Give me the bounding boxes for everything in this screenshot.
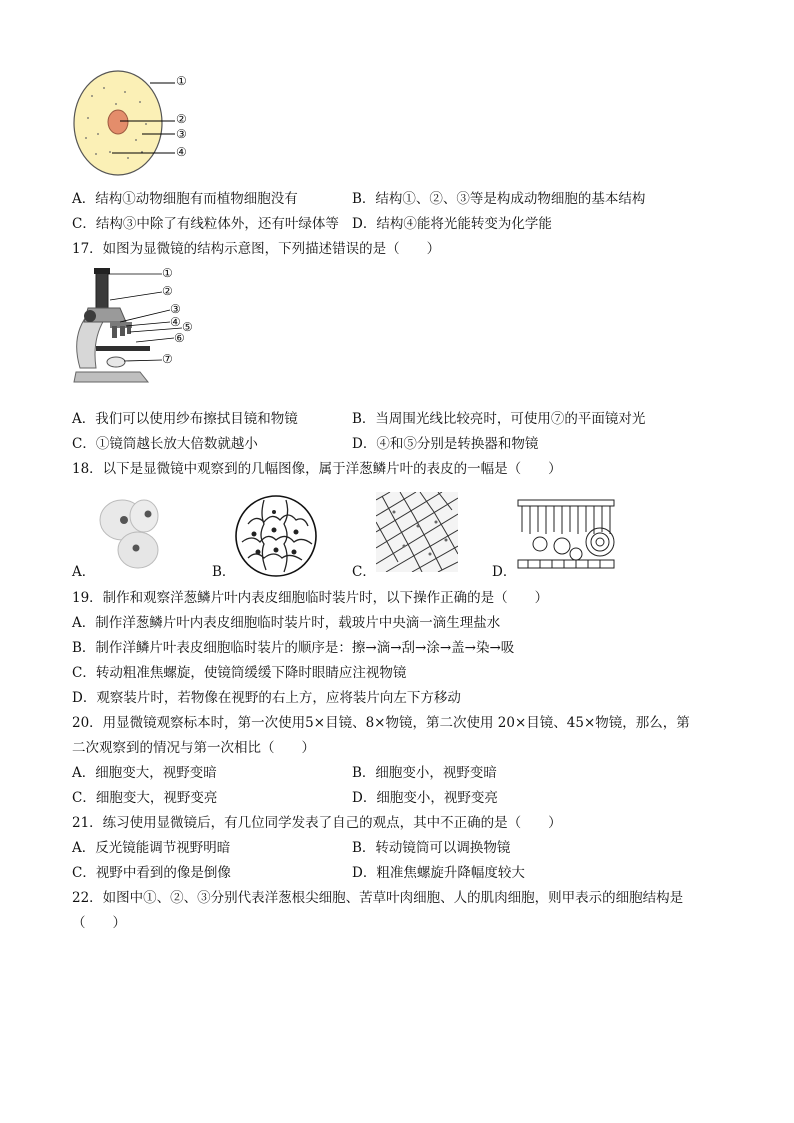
q22-stem-line1: 22．如图中①、②、③分别代表洋葱根尖细胞、苦草叶肉细胞、人的肌肉细胞，则甲表示的细胞结构是 <box>72 890 684 906</box>
q19-option-c: C．转动粗准焦螺旋，使镜筒缓缓下降时眼睛应注视物镜 <box>72 665 407 681</box>
q18-stem: 18．以下是显微镜中观察到的几幅图像，属于洋葱鳞片叶的表皮的一幅是（ ） <box>72 461 562 477</box>
q18-image-a <box>92 496 170 572</box>
q18-label-a: A． <box>72 564 96 580</box>
cell-label-1: ① <box>176 74 187 88</box>
animal-cell-diagram <box>70 68 230 178</box>
q18-label-d: D． <box>492 564 517 580</box>
q20-stem-line1: 20．用显微镜观察标本时，第一次使用5×目镜、8×物镜，第二次使用 20×目镜、45×物镜，那么，第 <box>72 715 690 731</box>
q21-option-d: D．粗准焦螺旋升降幅度较大 <box>352 865 525 881</box>
q21-stem: 21．练习使用显微镜后，有几位同学发表了自己的观点，其中不正确的是（ ） <box>72 815 562 831</box>
q20-option-a: A．细胞变大，视野变暗 <box>72 765 217 781</box>
q21-option-a: A．反光镜能调节视野明暗 <box>72 840 231 856</box>
q20-option-c: C．细胞变大，视野变亮 <box>72 790 218 806</box>
q19-stem: 19．制作和观察洋葱鳞片叶内表皮细胞临时装片时，以下操作正确的是（ ） <box>72 590 549 606</box>
q17-option-c: C．①镜筒越长放大倍数就越小 <box>72 436 258 452</box>
q17-stem: 17．如图为显微镜的结构示意图，下列描述错误的是（ ） <box>72 241 441 257</box>
mic-label-3: ③ <box>170 302 181 316</box>
mic-label-4: ④ <box>170 315 181 329</box>
q17-option-a: A．我们可以使用纱布擦拭目镜和物镜 <box>72 411 298 427</box>
q17-option-b: B．当周围光线比较亮时，可使用⑦的平面镜对光 <box>352 411 646 427</box>
mic-label-5: ⑤ <box>182 320 193 334</box>
cell-label-3: ③ <box>176 127 187 141</box>
q22-stem-line2: （ ） <box>72 915 126 931</box>
q19-option-d: D．观察装片时，若物像在视野的右上方，应将装片向左下方移动 <box>72 690 461 706</box>
mic-label-6: ⑥ <box>174 331 185 345</box>
q18-image-b <box>234 494 318 578</box>
cell-label-2: ② <box>176 112 187 126</box>
q18-image-c <box>376 492 458 572</box>
q19-option-a: A．制作洋葱鳞片叶内表皮细胞临时装片时，载玻片中央滴一滴生理盐水 <box>72 615 501 631</box>
q20-stem-line2: 二次观察到的情况与第一次相比（ ） <box>72 740 315 756</box>
q21-option-b: B．转动镜筒可以调换物镜 <box>352 840 511 856</box>
mic-label-7: ⑦ <box>162 352 173 366</box>
q21-option-c: C．视野中看到的像是倒像 <box>72 865 231 881</box>
q19-option-b: B．制作洋鳞片叶表皮细胞临时装片的顺序是：擦→滴→刮→涂→盖→染→吸 <box>72 640 515 656</box>
q18-image-d <box>516 498 616 572</box>
q16-option-d: D．结构④能将光能转变为化学能 <box>352 216 552 232</box>
q18-label-b: B． <box>212 564 236 580</box>
mic-label-2: ② <box>162 284 173 298</box>
q16-option-c: C．结构③中除了有线粒体外，还有叶绿体等 <box>72 216 339 232</box>
microscope-figure <box>70 264 220 394</box>
q17-option-d: D．④和⑤分别是转换器和物镜 <box>352 436 539 452</box>
mic-label-1: ① <box>162 266 173 280</box>
q16-option-a: A．结构①动物细胞有而植物细胞没有 <box>72 191 298 207</box>
q20-option-b: B．细胞变小，视野变暗 <box>352 765 497 781</box>
animal-cell-figure <box>70 68 230 178</box>
q16-option-b: B．结构①、②、③等是构成动物细胞的基本结构 <box>352 191 646 207</box>
q18-label-c: C． <box>352 564 376 580</box>
cell-label-4: ④ <box>176 145 187 159</box>
microscope-diagram <box>70 264 220 394</box>
q20-option-d: D．细胞变小，视野变亮 <box>352 790 498 806</box>
